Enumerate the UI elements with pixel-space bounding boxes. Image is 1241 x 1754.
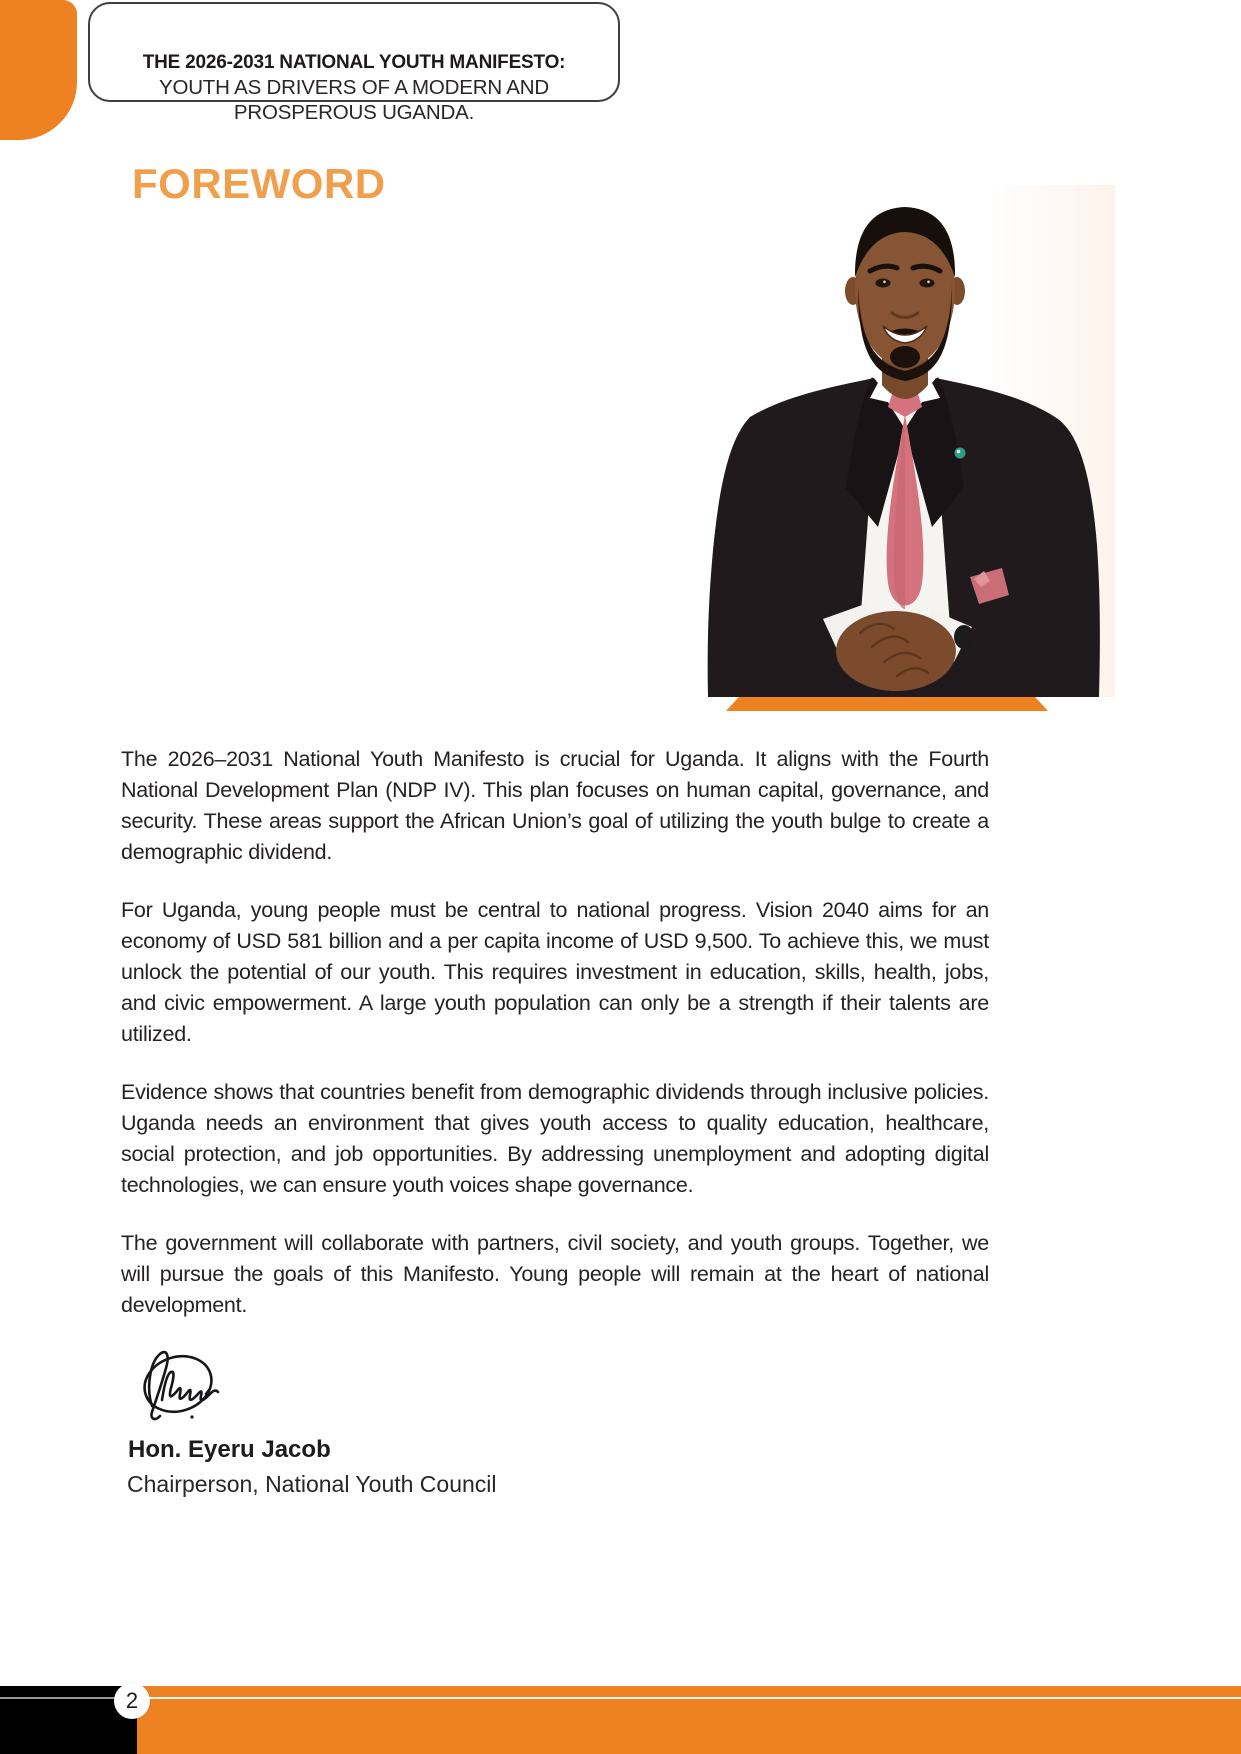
lapel-pin <box>955 448 966 459</box>
footer-divider-line <box>137 1697 1241 1699</box>
signatory-title: Chairperson, National Youth Council <box>127 1471 497 1497</box>
orange-corner-tab <box>0 0 77 140</box>
document-title-line1: THE 2026-2031 NATIONAL YOUTH MANIFESTO: <box>142 52 566 73</box>
signature-image <box>136 1338 236 1438</box>
paragraph: Evidence shows that countries benefit from demographic dividends through inclusive policies. Uganda needs an environment that gives youth access to quality education, healthcare, social protection, and job opportunities. By addressing unemployment and adopting digital technologies, we can ensure youth voices shape governance. <box>121 1080 989 1197</box>
document-title-line2: YOUTH AS DRIVERS OF A MODERN AND PROSPEROUS UGANDA. <box>158 76 549 124</box>
section-heading: FOREWORD <box>132 160 386 207</box>
paragraph: The government will collaborate with partners, civil society, and youth groups. Together, we will pursue the goals of this Manifesto. Young people will remain at the heart of national development. <box>121 1231 989 1317</box>
hands <box>836 611 956 691</box>
portrait-photo-image <box>620 185 1115 697</box>
page-number: 2 <box>125 1688 139 1713</box>
photo-base-bar <box>726 697 1048 711</box>
paragraph: For Uganda, young people must be central to national progress. Vision 2040 aims for an economy of USD 581 billion and a per capita income of USD 9,500. To achieve this, we must unlock the potential of our youth. This requires investment in education, skills, health, jobs, and civic empowerment. A large youth population can only be a strength if their talents are utilized. <box>121 898 989 1046</box>
paragraph: The 2026–2031 National Youth Manifesto is crucial for Uganda. It aligns with the Fourth National Development Plan (NDP IV). This plan focuses on human capital, governance, and security. These areas support the African Union’s goal of utilizing the youth bulge to create a demographic dividend. <box>121 747 989 864</box>
foreword-body <box>121 744 989 1321</box>
page-footer <box>0 1686 1241 1754</box>
signatory-name: Hon. Eyeru Jacob <box>128 1436 331 1463</box>
page-number-badge <box>114 1683 150 1719</box>
document-title-box <box>88 2 620 124</box>
portrait-photo <box>620 185 1115 697</box>
